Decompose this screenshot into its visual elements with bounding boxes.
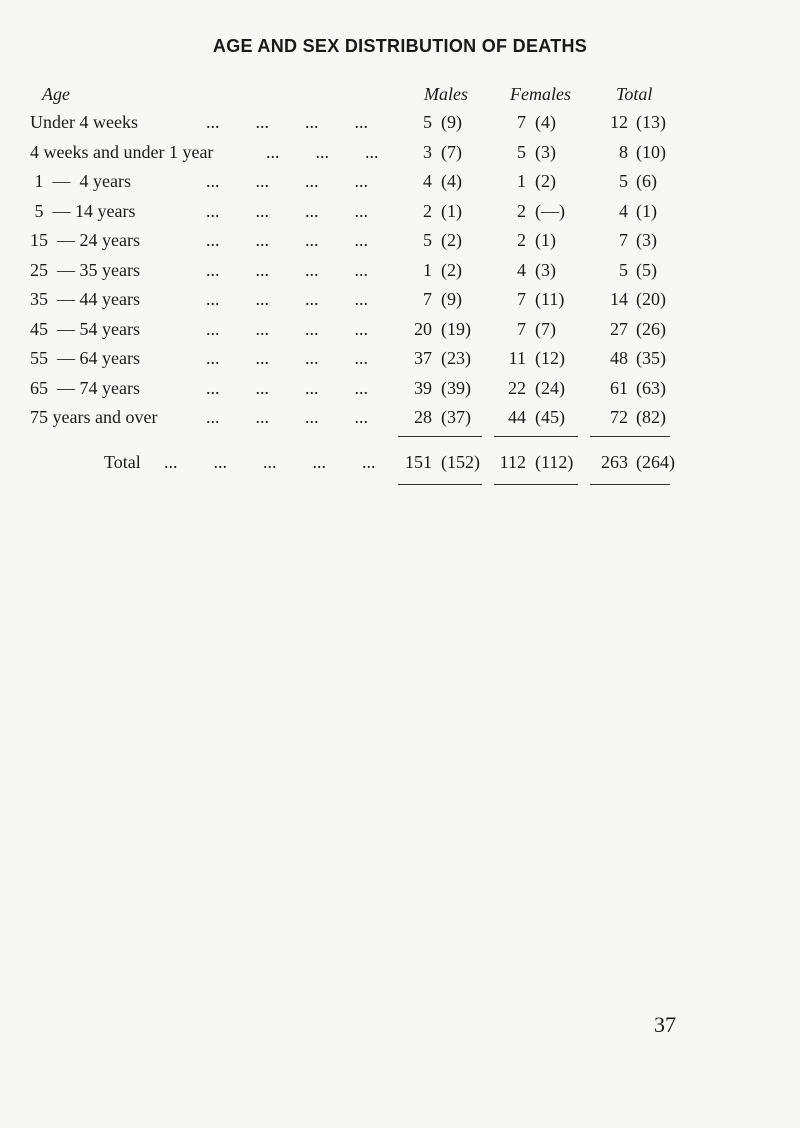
total-count: 8 — [619, 141, 628, 162]
table-row — [0, 112, 800, 142]
total-prev: (20) — [636, 289, 666, 309]
age-label: Under 4 weeks — [30, 112, 138, 132]
header-age: Age — [42, 84, 70, 104]
females-prev: (11) — [535, 289, 565, 309]
males-count: 20 — [414, 318, 432, 339]
total-count: 61 — [610, 377, 628, 398]
males-prev: (2) — [441, 230, 462, 250]
males-prev: (9) — [441, 112, 462, 132]
age-label: 45 — 54 years — [30, 318, 140, 339]
males-prev: (4) — [441, 171, 462, 191]
age-label: 4 weeks and under 1 year — [30, 141, 214, 162]
females-count: 4 — [517, 259, 526, 280]
total-all: 263 — [601, 452, 628, 472]
age-label: 65 — 74 years — [30, 377, 140, 398]
rule-top-females — [494, 436, 578, 437]
total-males: 151 — [405, 452, 432, 472]
rule-bottom-males — [398, 484, 482, 485]
females-count: 22 — [508, 377, 526, 398]
males-count: 2 — [423, 200, 432, 221]
females-prev: (24) — [535, 377, 565, 398]
total-males-prev: (152) — [441, 452, 480, 472]
header-total: Total — [616, 84, 653, 104]
table-row — [0, 407, 800, 437]
header-males: Males — [424, 84, 468, 104]
table-row — [0, 171, 800, 201]
males-prev: (19) — [441, 318, 471, 339]
males-count: 5 — [423, 230, 432, 250]
rule-bottom-total — [590, 484, 670, 485]
females-count: 7 — [517, 112, 526, 132]
females-prev: (45) — [535, 407, 565, 427]
total-prev: (10) — [636, 141, 666, 162]
rule-top-males — [398, 436, 482, 437]
total-females: 112 — [499, 452, 526, 472]
leader-dots: ... ... ... ... — [206, 407, 368, 427]
males-prev: (9) — [441, 289, 462, 309]
males-count: 1 — [423, 259, 432, 280]
males-count: 37 — [414, 348, 432, 368]
age-label: 15 — 24 years — [30, 230, 140, 250]
leader-dots: ... ... ... ... — [206, 377, 368, 398]
males-prev: (2) — [441, 259, 462, 280]
page-title: AGE AND SEX DISTRIBUTION OF DEATHS — [212, 36, 588, 56]
rule-bottom-females — [494, 484, 578, 485]
females-prev: (4) — [535, 112, 556, 132]
total-count: 4 — [619, 200, 628, 221]
total-row — [0, 452, 800, 482]
total-count: 12 — [610, 112, 628, 132]
total-count: 5 — [619, 259, 628, 280]
age-label: 25 — 35 years — [30, 259, 140, 280]
leader-dots: ... ... ... ... — [206, 289, 368, 309]
males-count: 28 — [414, 407, 432, 427]
females-prev: (12) — [535, 348, 565, 368]
females-prev: (2) — [535, 171, 556, 191]
header-females: Females — [510, 84, 571, 104]
age-label: 55 — 64 years — [30, 348, 140, 368]
age-label: 35 — 44 years — [30, 289, 140, 309]
total-count: 72 — [610, 407, 628, 427]
total-prev: (82) — [636, 407, 666, 427]
total-leader-dots: ... ... ... ... ... — [164, 452, 376, 472]
females-count: 5 — [517, 141, 526, 162]
leader-dots: ... ... ... ... — [206, 259, 368, 280]
females-prev: (3) — [535, 141, 556, 162]
females-count: 7 — [517, 318, 526, 339]
males-prev: (1) — [441, 200, 462, 221]
leader-dots: ... ... ... ... — [206, 112, 368, 132]
leader-dots: ... ... ... ... — [206, 200, 368, 221]
males-count: 5 — [423, 112, 432, 132]
males-count: 4 — [423, 171, 432, 191]
leader-dots: ... ... ... ... — [206, 171, 368, 191]
females-count: 2 — [517, 230, 526, 250]
age-label: 5 — 14 years — [30, 200, 136, 221]
males-prev: (23) — [441, 348, 471, 368]
age-label: 75 years and over — [30, 407, 158, 427]
table-row — [0, 142, 800, 172]
females-prev: (3) — [535, 259, 556, 280]
age-label: 1 — 4 years — [30, 171, 131, 191]
total-prev: (5) — [636, 259, 657, 280]
table-row — [0, 289, 800, 319]
page-number: 37 — [654, 1012, 676, 1037]
females-count: 2 — [517, 200, 526, 221]
females-prev: (—) — [535, 200, 565, 221]
total-label: Total — [104, 452, 141, 472]
total-count: 27 — [610, 318, 628, 339]
total-prev: (63) — [636, 377, 666, 398]
total-prev: (26) — [636, 318, 666, 339]
males-count: 7 — [423, 289, 432, 309]
table-row — [0, 319, 800, 349]
males-prev: (7) — [441, 141, 462, 162]
total-prev: (13) — [636, 112, 666, 132]
total-prev: (35) — [636, 348, 666, 368]
total-all-prev: (264) — [636, 452, 675, 472]
table-row — [0, 230, 800, 260]
total-count: 48 — [610, 348, 628, 368]
total-prev: (3) — [636, 230, 657, 250]
total-count: 7 — [619, 230, 628, 250]
table-row — [0, 201, 800, 231]
males-count: 3 — [423, 141, 432, 162]
leader-dots: ... ... ... — [266, 141, 379, 162]
leader-dots: ... ... ... ... — [206, 348, 368, 368]
rule-top-total — [590, 436, 670, 437]
leader-dots: ... ... ... ... — [206, 230, 368, 250]
table-row — [0, 260, 800, 290]
total-prev: (6) — [636, 171, 657, 191]
total-females-prev: (112) — [535, 452, 574, 472]
males-prev: (37) — [441, 407, 471, 427]
total-count: 5 — [619, 171, 628, 191]
females-count: 7 — [517, 289, 526, 309]
table-row — [0, 378, 800, 408]
females-prev: (7) — [535, 318, 556, 339]
females-count: 11 — [508, 348, 526, 368]
males-count: 39 — [414, 377, 432, 398]
total-count: 14 — [610, 289, 628, 309]
table-row — [0, 348, 800, 378]
leader-dots: ... ... ... ... — [206, 318, 368, 339]
females-count: 44 — [508, 407, 526, 427]
females-count: 1 — [517, 171, 526, 191]
males-prev: (39) — [441, 377, 471, 398]
females-prev: (1) — [535, 230, 556, 250]
total-prev: (1) — [636, 200, 657, 221]
